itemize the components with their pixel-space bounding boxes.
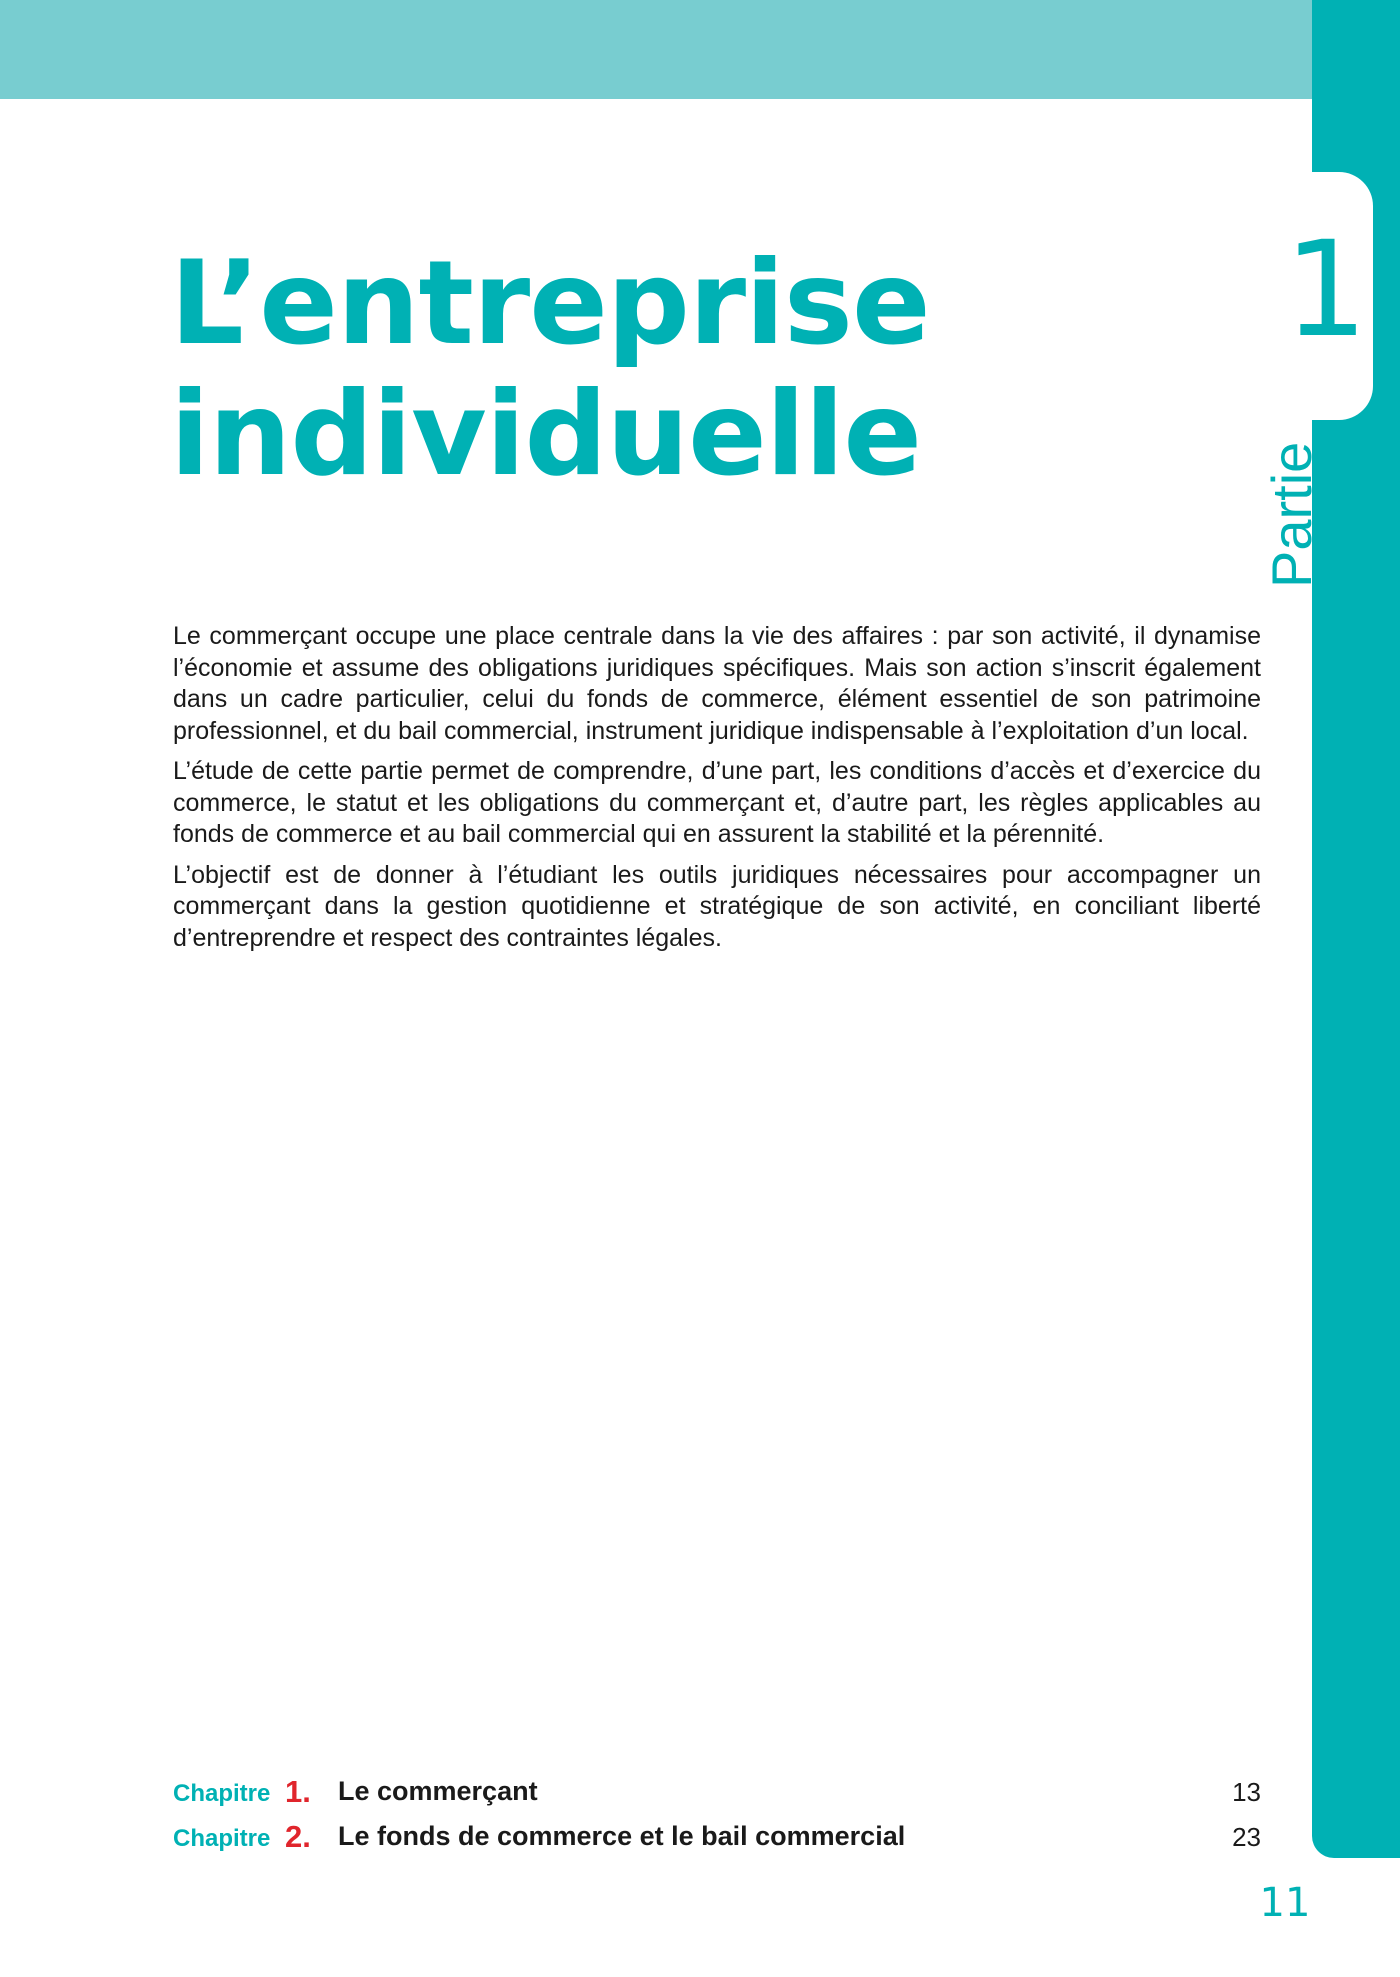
toc-chapter-label: Chapitre xyxy=(173,1780,271,1807)
table-of-contents xyxy=(173,1774,1261,1864)
toc-chapter-label: Chapitre xyxy=(173,1825,271,1852)
toc-item-chapter-2[interactable] xyxy=(173,1819,1261,1864)
page-title-line-1: L’entreprise xyxy=(170,236,930,371)
toc-chapter-number: 1. xyxy=(285,1774,311,1809)
intro-paragraph-1: Le commerçant occupe une place centrale dans la vie des affaires : par son activité, il dynamise l’économie et assume des obligations juridiques spécifiques. Mais son action s’inscrit également dans un cadre particulier, celui du fonds de commerce, élément essentiel de son patrimoine professionnel, et du bail commercial, instrument juridique indispensable à l’exploitation d’un local. xyxy=(173,622,1261,745)
toc-chapter-title[interactable]: Le commerçant xyxy=(338,1776,538,1806)
toc-chapter-number: 2. xyxy=(285,1819,311,1854)
page-number: 11 xyxy=(1259,1880,1311,1926)
toc-page-number: 13 xyxy=(1232,1777,1261,1807)
top-color-band xyxy=(0,0,1318,99)
intro-text xyxy=(173,621,1261,963)
part-label: Partie xyxy=(1260,441,1323,588)
intro-paragraph-3: L’objectif est de donner à l’étudiant les outils juridiques nécessaires pour accompagner un commerçant dans la gestion quotidienne et stratégique de son activité, en conciliant liberté d’entreprendre et respect des contraintes légales. xyxy=(173,860,1261,952)
page-title xyxy=(170,238,1210,500)
toc-item-chapter-1[interactable] xyxy=(173,1774,1261,1819)
intro-paragraph-2: L’étude de cette partie permet de comprendre, d’une part, les conditions d’accès et d’exercice du commerce, le statut et les obligations du commerçant et, d’autre part, les règles applicables au fonds de commerce et au bail commercial qui en assurent la stabilité et la pérennité. xyxy=(173,757,1261,848)
part-number: 1 xyxy=(1284,213,1368,367)
toc-chapter-title[interactable]: Le fonds de commerce et le bail commercial xyxy=(338,1821,906,1851)
page-title-line-2: individuelle xyxy=(170,367,922,502)
toc-page-number: 23 xyxy=(1232,1822,1261,1852)
